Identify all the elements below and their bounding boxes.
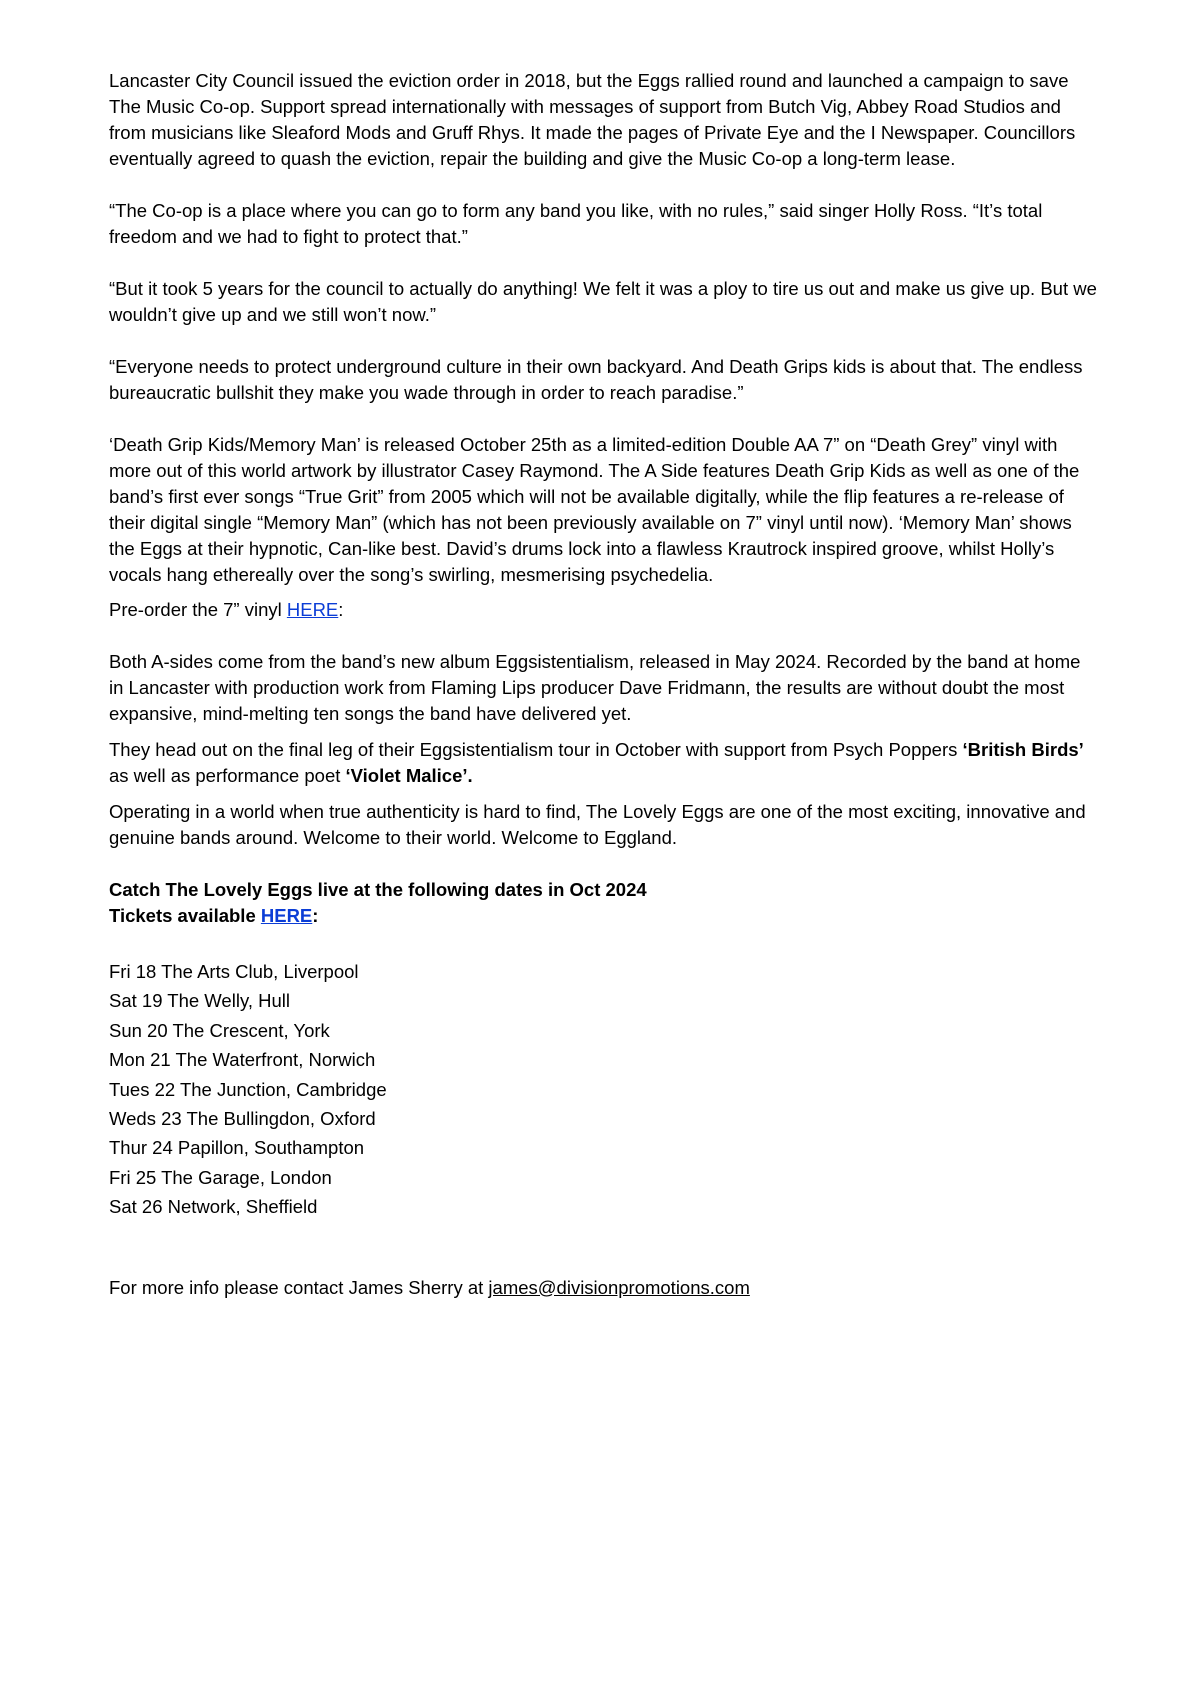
tickets-link[interactable]: HERE: [260, 905, 313, 926]
tickets-label: Tickets available: [109, 905, 261, 926]
document-page: [109, 68, 1099, 1301]
tour-dates-list: [109, 957, 1099, 1222]
tour-support-text-2: as well as performance poet: [109, 765, 346, 786]
tour-heading: Catch The Lovely Eggs live at the following dates in Oct 2024: [109, 879, 647, 900]
support-band-british-birds: ‘British Birds’: [962, 739, 1084, 760]
paragraph-quote-coop: “The Co-op is a place where you can go to form any band you like, with no rules,” said singer Holly Ross. “It’s total freedom and we had to fight to protect that.”: [109, 200, 1043, 247]
paragraph-eggland: Operating in a world when true authenticity is hard to find, The Lovely Eggs are one of the most exciting, innovative and genuine bands around. Welcome to their world. Welcome to Eggland.: [109, 801, 1086, 848]
tour-date-item: Sat 19 The Welly, Hull: [109, 990, 290, 1012]
support-poet-violet-malice: ‘Violet Malice’.: [345, 765, 473, 786]
tour-date-item: Thur 24 Papillon, Southampton: [109, 1137, 365, 1159]
tour-support-text: They head out on the final leg of their Eggsistentialism tour in October with support from Psych Poppers: [109, 739, 963, 760]
preorder-text: Pre-order the 7” vinyl: [109, 599, 287, 620]
preorder-link[interactable]: HERE: [286, 599, 339, 620]
preorder-suffix: :: [338, 599, 344, 620]
tour-date-item: Fri 25 The Garage, London: [109, 1166, 332, 1188]
paragraph-album: Both A-sides come from the band’s new album Eggsistentialism, released in May 2024. Recorded by the band at home in Lancaster with production work from Flaming Lips producer Dave Fridmann, the results are without doubt the most expansive, mind-melting ten songs the band have delivered yet.: [109, 651, 1081, 724]
tour-date-item: Weds 23 The Bullingdon, Oxford: [109, 1108, 376, 1130]
paragraph-quote-council: “But it took 5 years for the council to actually do anything! We felt it was a ploy to tire us out and make us give up. But we wouldn’t give up and we still won’t now.”: [109, 278, 1097, 325]
paragraph-preorder: [109, 597, 1099, 623]
tour-date-item: Fri 18 The Arts Club, Liverpool: [109, 961, 359, 982]
paragraph-eviction: Lancaster City Council issued the eviction order in 2018, but the Eggs rallied round and launched a campaign to save The Music Co-op. Support spread internationally with messages of support from Butch Vig, Abbey Road Studios and from musicians like Sleaford Mods and Gruff Rhys. It made the pages of Private Eye and the I Newspaper. Councillors eventually agreed to quash the eviction, repair the building and give the Music Co-op a long-term lease.: [109, 70, 1076, 169]
tour-date-item: Sat 26 Network, Sheffield: [109, 1196, 318, 1218]
contact-email-link[interactable]: james@divisionpromotions.com: [488, 1276, 750, 1298]
contact-text: For more info please contact James Sherry at: [109, 1276, 489, 1298]
paragraph-release: ‘Death Grip Kids/Memory Man’ is released October 25th as a limited-edition Double AA 7” on “Death Grey” vinyl with more out of this world artwork by illustrator Casey Raymond. The A Side features Death Grip Kids as well as one of the band’s first ever songs “True Grit” from 2005 which will not be available digitally, while the flip features a re-release of their digital single “Memory Man” (which has not been previously available on 7” vinyl until now). ‘Memory Man’ shows the Eggs at their hypnotic, Can-like best. David’s drums lock into a flawless Krautrock inspired groove, whilst Holly’s vocals hang ethereally over the song’s swirling, mesmerising psychedelia.: [109, 434, 1080, 585]
contact-line: [109, 1275, 1099, 1301]
paragraph-quote-culture: “Everyone needs to protect underground culture in their own backyard. And Death Grips kids is about that. The endless bureaucratic bullshit they make you wade through in order to reach paradise.”: [109, 356, 1083, 403]
tour-date-item: Mon 21 The Waterfront, Norwich: [109, 1049, 376, 1071]
tickets-line: [109, 903, 1099, 929]
tour-date-item: Tues 22 The Junction, Cambridge: [109, 1078, 387, 1100]
tickets-suffix: :: [312, 905, 319, 926]
paragraph-tour-support: [109, 737, 1099, 789]
tour-date-item: Sun 20 The Crescent, York: [109, 1019, 330, 1041]
